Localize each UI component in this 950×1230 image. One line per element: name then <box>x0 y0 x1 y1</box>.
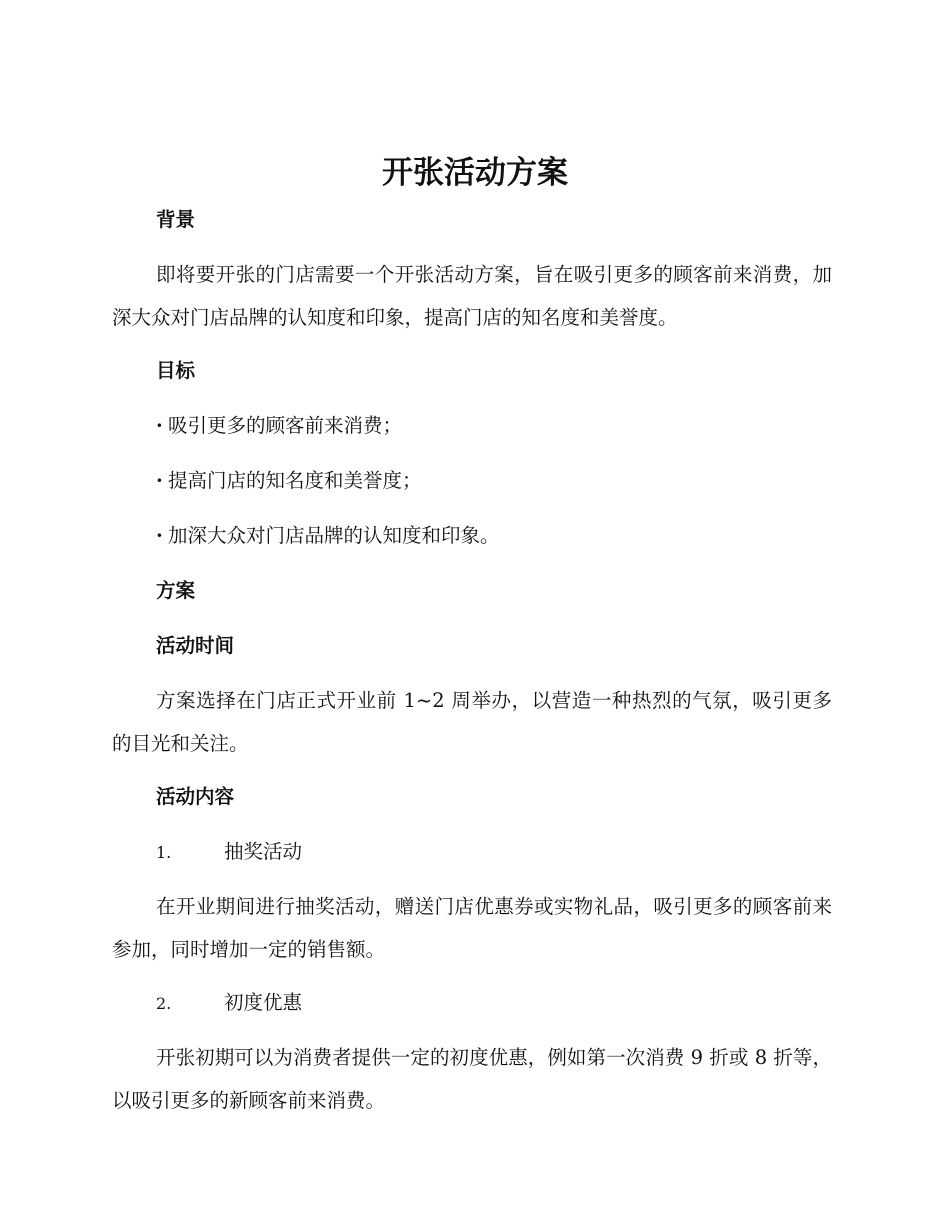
goal-list-item <box>156 466 422 496</box>
bullet-icon: · <box>156 524 163 547</box>
bullet-icon: · <box>156 414 163 437</box>
time-paragraph: 方案选择在门店正式开业前 1~2 周举办，以营造一种热烈的气氛，吸引更多的目光和关注。 <box>112 689 832 755</box>
numbered-item-discount <box>156 988 302 1019</box>
subsection-heading-content: 活动内容 <box>156 785 235 808</box>
goal-item-text: 加深大众对门店品牌的认知度和印象。 <box>168 524 500 547</box>
background-paragraph: 即将要开张的门店需要一个开张活动方案，旨在吸引更多的顾客前来消费，加深大众对门店品牌的认知度和印象，提高门店的知名度和美誉度。 <box>112 263 832 329</box>
document-title: 开张活动方案 <box>382 155 568 191</box>
item-number: 1. <box>156 843 172 862</box>
section-heading-goals: 目标 <box>156 359 196 382</box>
bullet-icon: · <box>156 469 163 492</box>
subsection-heading-time: 活动时间 <box>156 634 235 657</box>
lottery-paragraph: 在开业期间进行抽奖活动，赠送门店优惠券或实物礼品，吸引更多的顾客前来参加，同时增加一定的销售额。 <box>112 895 832 961</box>
numbered-item-lottery <box>156 837 302 868</box>
goal-list-item <box>156 521 500 551</box>
section-heading-background: 背景 <box>156 208 196 231</box>
goal-list-item <box>156 411 402 441</box>
item-label: 初度优惠 <box>224 991 303 1014</box>
section-heading-plan: 方案 <box>156 579 196 602</box>
goal-item-text: 提高门店的知名度和美誉度； <box>168 469 422 492</box>
item-number: 2. <box>156 994 172 1013</box>
item-label: 抽奖活动 <box>224 840 303 863</box>
goal-item-text: 吸引更多的顾客前来消费； <box>168 414 403 437</box>
discount-paragraph: 开张初期可以为消费者提供一定的初度优惠，例如第一次消费 9 折或 8 折等，以吸引更多的新顾客前来消费。 <box>112 1046 832 1112</box>
